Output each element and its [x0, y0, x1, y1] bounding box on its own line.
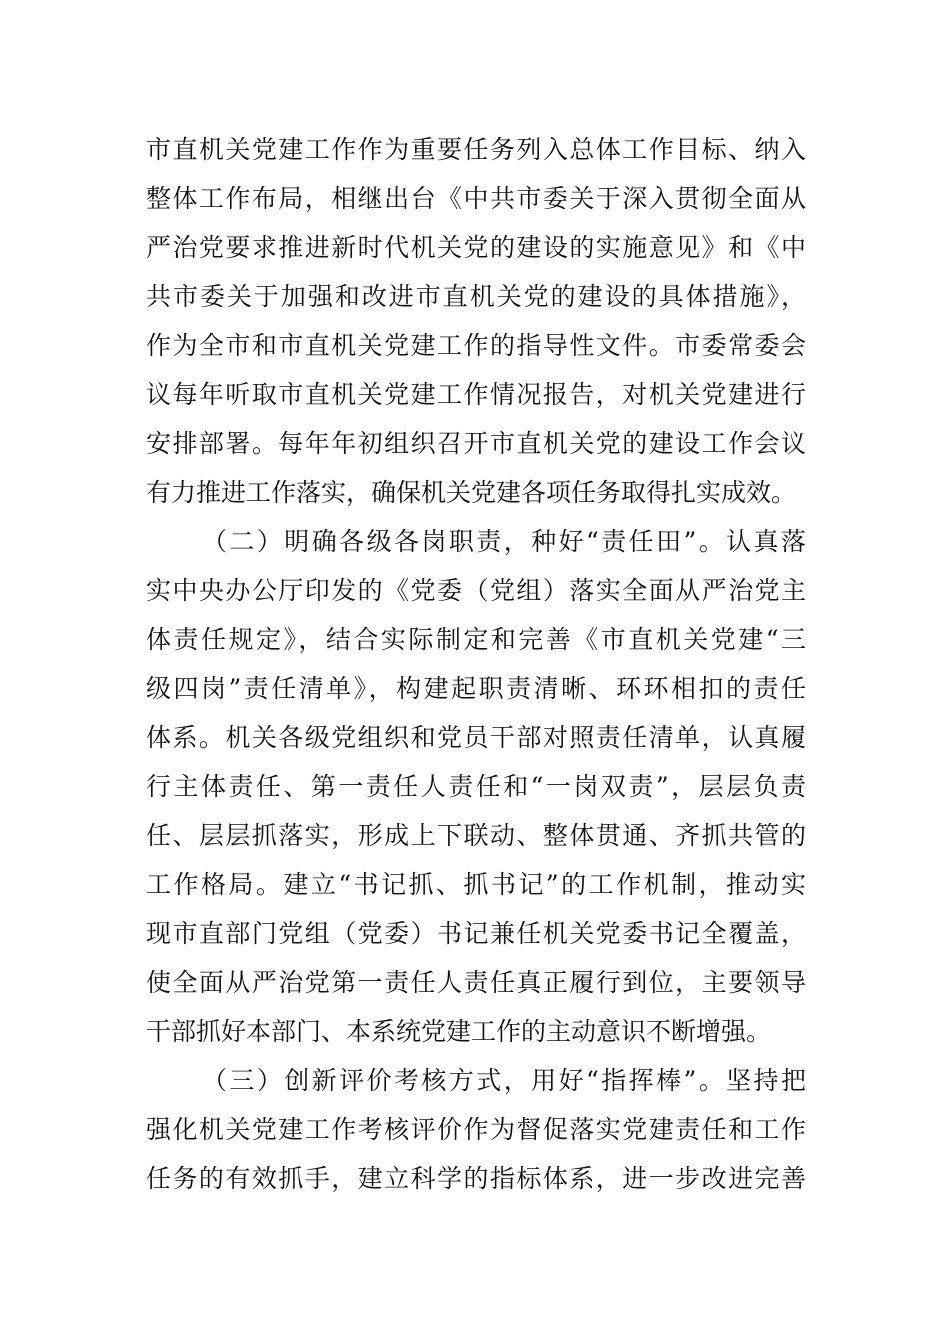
text-line: 议每年听取市直机关党建工作情况报告，对机关党建进行: [146, 380, 806, 409]
text-line: 共市委关于加强和改进市直机关党的建设的具体措施》，: [146, 282, 806, 311]
text-line: 安排部署。每年年初组织召开市直机关党的建设工作会议: [146, 429, 806, 458]
text-line: 强化机关党建工作考核评价作为督促落实党建责任和工作: [146, 1115, 806, 1144]
section-heading-line: （三）创新评价考核方式，用好“指挥棒”。坚持把: [202, 1066, 806, 1095]
text-line: 干部抓好本部门、本系统党建工作的主动意识不断增强。: [146, 1017, 772, 1046]
text-line: 现市直部门党组（党委）书记兼任机关党委书记全覆盖，: [146, 919, 806, 948]
text-line: 体责任规定》，结合实际制定和完善《市直机关党建“三: [146, 625, 806, 654]
text-line: 作为全市和市直机关党建工作的指导性文件。市委常委会: [146, 331, 806, 360]
text-line: 市直机关党建工作作为重要任务列入总体工作目标、纳入: [146, 135, 806, 164]
document-body: [146, 125, 806, 1203]
section-heading-line: （二）明确各级各岗职责，种好“责任田”。认真落: [202, 527, 806, 556]
text-line: 使全面从严治党第一责任人责任真正履行到位，主要领导: [146, 968, 806, 997]
text-line: 行主体责任、第一责任人责任和“一岗双责”，层层负责: [146, 772, 806, 801]
text-line: 体系。机关各级党组织和党员干部对照责任清单，认真履: [146, 723, 806, 752]
text-line: 有力推进工作落实，确保机关党建各项任务取得扎实成效。: [146, 478, 797, 507]
text-line: 任务的有效抓手，建立科学的指标体系，进一步改进完善: [146, 1164, 806, 1193]
text-line: 工作格局。建立“书记抓、抓书记”的工作机制，推动实: [146, 870, 806, 899]
text-line: 级四岗”责任清单》，构建起职责清晰、环环相扣的责任: [146, 674, 806, 703]
text-line: 任、层层抓落实，形成上下联动、整体贯通、齐抓共管的: [146, 821, 806, 850]
text-line: 实中央办公厅印发的《党委（党组）落实全面从严治党主: [146, 576, 806, 605]
text-line: 严治党要求推进新时代机关党的建设的实施意见》和《中: [146, 233, 806, 262]
text-line: 整体工作布局，相继出台《中共市委关于深入贯彻全面从: [146, 184, 806, 213]
